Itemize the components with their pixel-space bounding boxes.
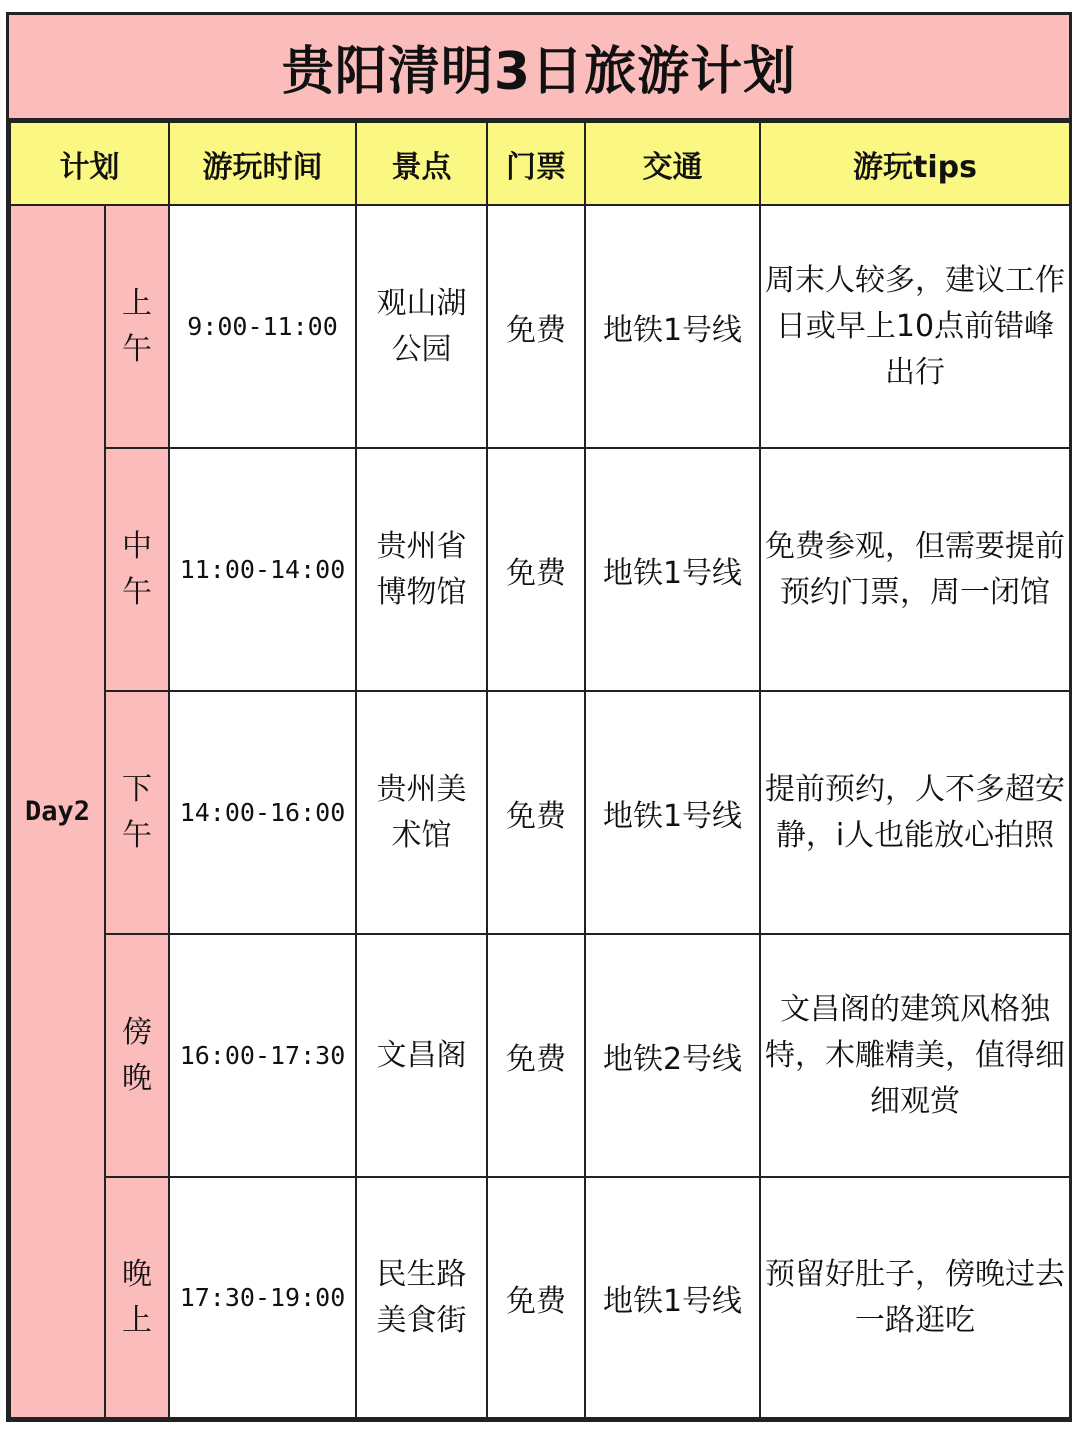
- header-row: [10, 122, 1070, 205]
- period-label: 傍晚: [122, 1014, 152, 1096]
- ticket-cell: 免费: [487, 691, 585, 934]
- spot-label: 贵州省博物馆: [376, 528, 467, 610]
- tips-cell: 提前预约，人不多超安静，i人也能放心拍照: [760, 691, 1070, 934]
- header-transit: 交通: [585, 122, 760, 205]
- transit-cell: 地铁1号线: [585, 448, 760, 691]
- period-cell: [105, 205, 169, 448]
- time-cell: 14:00-16:00: [169, 691, 356, 934]
- spot-cell: [356, 1177, 487, 1418]
- tips-cell: 预留好肚子，傍晚过去一路逛吃: [760, 1177, 1070, 1418]
- spot-label: 观山湖公园: [376, 285, 467, 367]
- transit-cell: 地铁1号线: [585, 205, 760, 448]
- header-spot: 景点: [356, 122, 487, 205]
- ticket-cell: 免费: [487, 1177, 585, 1418]
- period-cell: [105, 691, 169, 934]
- period-cell: [105, 934, 169, 1177]
- tips-cell: 周末人较多，建议工作日或早上10点前错峰出行: [760, 205, 1070, 448]
- period-label: 下午: [122, 771, 152, 853]
- header-tips: 游玩tips: [760, 122, 1070, 205]
- ticket-cell: 免费: [487, 934, 585, 1177]
- header-plan: 计划: [10, 122, 169, 205]
- ticket-cell: 免费: [487, 205, 585, 448]
- period-label: 上午: [122, 285, 152, 367]
- spot-cell: [356, 934, 487, 1177]
- period-label: 中午: [122, 528, 152, 610]
- tips-cell: 免费参观，但需要提前预约门票，周一闭馆: [760, 448, 1070, 691]
- spot-label: 文昌阁: [376, 1037, 467, 1073]
- table-row: [10, 691, 1070, 934]
- spot-label: 民生路美食街: [376, 1256, 467, 1338]
- table-row: [10, 448, 1070, 691]
- period-label: 晚上: [122, 1256, 152, 1338]
- table-row: [10, 934, 1070, 1177]
- ticket-cell: 免费: [487, 448, 585, 691]
- table-row: [10, 205, 1070, 448]
- table-row: [10, 1177, 1070, 1418]
- transit-cell: 地铁2号线: [585, 934, 760, 1177]
- header-ticket: 门票: [487, 122, 585, 205]
- spot-cell: [356, 448, 487, 691]
- time-cell: 17:30-19:00: [169, 1177, 356, 1418]
- itinerary-table: [9, 121, 1071, 1419]
- spot-label: 贵州美术馆: [376, 771, 467, 853]
- tips-cell: 文昌阁的建筑风格独特，木雕精美，值得细细观赏: [760, 934, 1070, 1177]
- time-cell: 9:00-11:00: [169, 205, 356, 448]
- transit-cell: 地铁1号线: [585, 691, 760, 934]
- period-cell: [105, 1177, 169, 1418]
- page-title: 贵阳清明3日旅游计划: [281, 42, 797, 102]
- time-cell: 11:00-14:00: [169, 448, 356, 691]
- spot-cell: [356, 205, 487, 448]
- day-label: Day2: [10, 205, 105, 1418]
- itinerary-sheet: [6, 12, 1072, 1422]
- time-cell: 16:00-17:30: [169, 934, 356, 1177]
- spot-cell: [356, 691, 487, 934]
- header-time: 游玩时间: [169, 122, 356, 205]
- title-bar: [9, 15, 1069, 121]
- period-cell: [105, 448, 169, 691]
- transit-cell: 地铁1号线: [585, 1177, 760, 1418]
